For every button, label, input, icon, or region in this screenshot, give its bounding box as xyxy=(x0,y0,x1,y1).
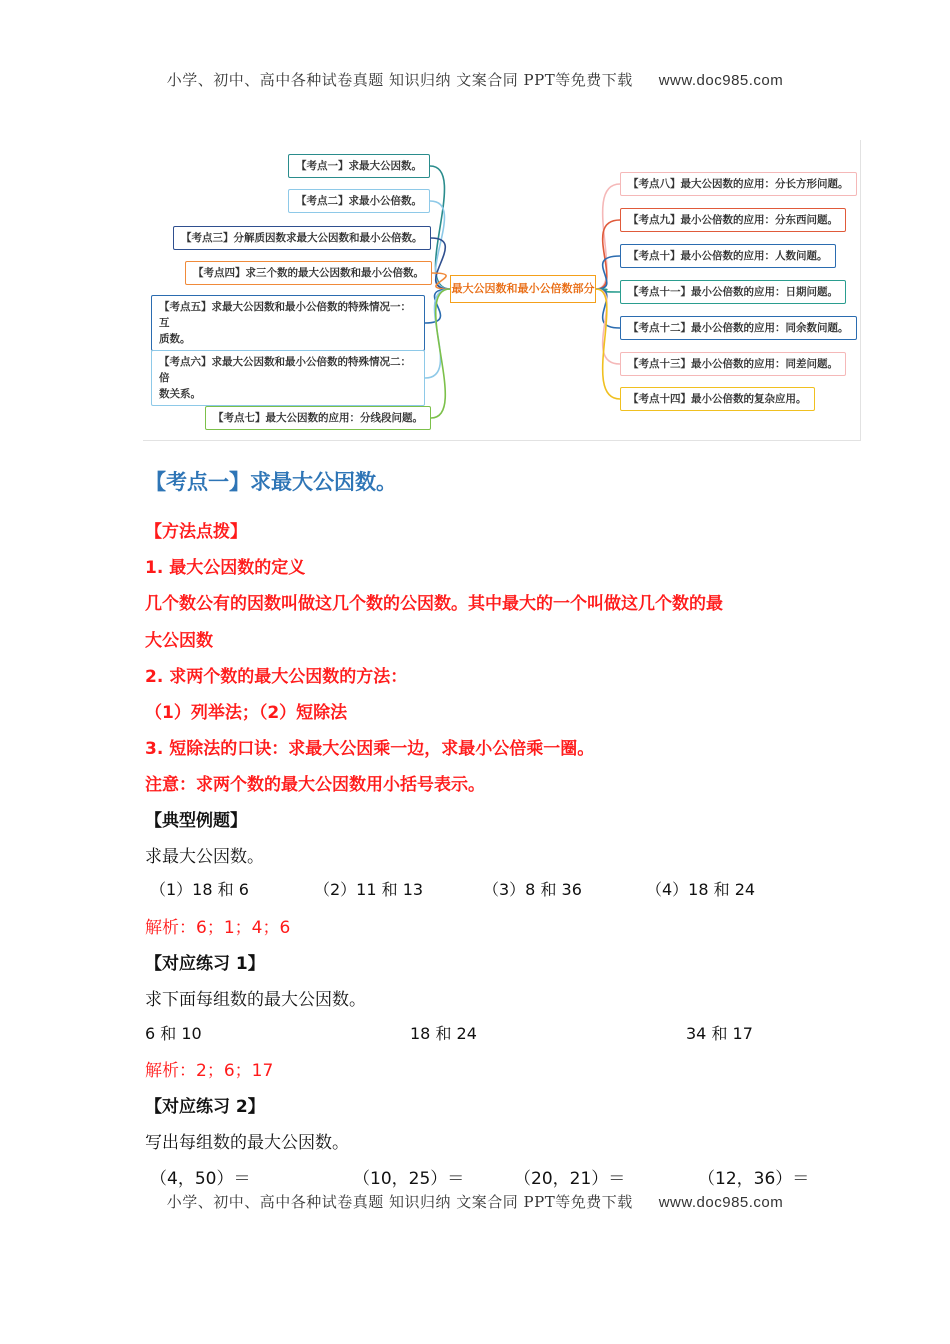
mindmap-center-node: 最大公因数和最小公倍数部分 xyxy=(450,275,596,303)
method-point-1-def-b: 大公因数 xyxy=(145,631,213,651)
mindmap xyxy=(143,140,861,441)
method-point-1-def-a: 几个数公有的因数叫做这几个数的公因数。其中最大的一个叫做这几个数的最 xyxy=(145,594,723,614)
example-item: （4）18 和 24 xyxy=(646,880,756,899)
practice-1-answer: 解析：2；6；17 xyxy=(145,1061,274,1081)
connector-L1 xyxy=(430,201,450,289)
mindmap-node-kaodian-10: 【考点十】最小公倍数的应用：人数问题。 xyxy=(620,244,836,268)
example-question: 求最大公因数。 xyxy=(145,847,264,867)
practice-2-item: （10，25）＝ xyxy=(353,1169,465,1189)
practice-1-question: 求下面每组数的最大公因数。 xyxy=(145,990,366,1010)
mindmap-node-kaodian-4: 【考点四】求三个数的最大公因数和最小公倍数。 xyxy=(185,261,432,285)
connector-R1 xyxy=(596,220,620,289)
mindmap-node-kaodian-6: 【考点六】求最大公因数和最小公倍数的特殊情况二：倍 数关系。 xyxy=(151,350,425,406)
connector-R4 xyxy=(596,289,620,328)
connector-R2 xyxy=(596,256,620,289)
page-footer xyxy=(0,1191,950,1212)
mindmap-node-kaodian-9: 【考点九】最小公倍数的应用：分东西问题。 xyxy=(620,208,846,232)
practice-1-item: 6 和 10 xyxy=(145,1024,202,1043)
practice-1-heading: 【对应练习 1】 xyxy=(145,954,265,974)
footer-url[interactable]: www.doc985.com xyxy=(658,1194,784,1211)
practice-2-item: （12，36）＝ xyxy=(698,1169,810,1189)
method-point-2: 2. 求两个数的最大公因数的方法： xyxy=(145,667,408,687)
practice-2-question: 写出每组数的最大公因数。 xyxy=(145,1133,349,1153)
practice-1-item: 34 和 17 xyxy=(686,1024,753,1043)
mindmap-node-kaodian-13: 【考点十三】最小公倍数的应用：同差问题。 xyxy=(620,352,846,376)
mindmap-node-kaodian-1: 【考点一】求最大公因数。 xyxy=(288,154,430,178)
mindmap-node-kaodian-5: 【考点五】求最大公因数和最小公倍数的特殊情况一：互 质数。 xyxy=(151,295,425,351)
example-heading: 【典型例题】 xyxy=(145,811,247,831)
practice-1-item: 18 和 24 xyxy=(410,1024,477,1043)
example-item: （1）18 和 6 xyxy=(150,880,249,899)
footer-text: 小学、初中、高中各种试卷真题 知识归纳 文案合同 PPT等免费下载 xyxy=(166,1193,633,1211)
method-point-1: 1. 最大公因数的定义 xyxy=(145,558,306,578)
connector-R0 xyxy=(596,184,620,289)
mindmap-node-kaodian-7: 【考点七】最大公因数的应用：分线段问题。 xyxy=(205,406,431,430)
example-item: （2）11 和 13 xyxy=(314,880,424,899)
example-item: （3）8 和 36 xyxy=(483,880,582,899)
mindmap-node-kaodian-3: 【考点三】分解质因数求最大公因数和最小公倍数。 xyxy=(173,226,431,250)
mindmap-node-kaodian-11: 【考点十一】最小公倍数的应用：日期问题。 xyxy=(620,280,846,304)
mindmap-node-kaodian-8: 【考点八】最大公因数的应用：分长方形问题。 xyxy=(620,172,857,196)
mindmap-node-kaodian-2: 【考点二】求最小公倍数。 xyxy=(288,189,430,213)
method-point-3: 3. 短除法的口诀：求最大公因乘一边，求最小公倍乘一圈。 xyxy=(145,739,595,759)
connector-R6 xyxy=(596,289,620,399)
example-answer: 解析：6；1；4；6 xyxy=(145,918,291,938)
method-note: 注意：求两个数的最大公因数用小括号表示。 xyxy=(145,775,485,795)
mindmap-node-kaodian-14: 【考点十四】最小公倍数的复杂应用。 xyxy=(620,387,815,411)
section-title: 【考点一】求最大公因数。 xyxy=(145,470,397,494)
practice-2-heading: 【对应练习 2】 xyxy=(145,1097,265,1117)
method-heading: 【方法点拨】 xyxy=(145,522,247,542)
header-url[interactable]: www.doc985.com xyxy=(658,72,784,89)
practice-2-item: （4，50）＝ xyxy=(150,1169,251,1189)
method-point-2-detail: （1）列举法；（2）短除法 xyxy=(145,703,348,723)
practice-2-item: （20，21）＝ xyxy=(514,1169,626,1189)
connector-L0 xyxy=(430,166,450,289)
mindmap-node-kaodian-12: 【考点十二】最小公倍数的应用：同余数问题。 xyxy=(620,316,857,340)
header-text: 小学、初中、高中各种试卷真题 知识归纳 文案合同 PPT等免费下载 xyxy=(166,71,633,89)
page-header xyxy=(0,69,950,90)
